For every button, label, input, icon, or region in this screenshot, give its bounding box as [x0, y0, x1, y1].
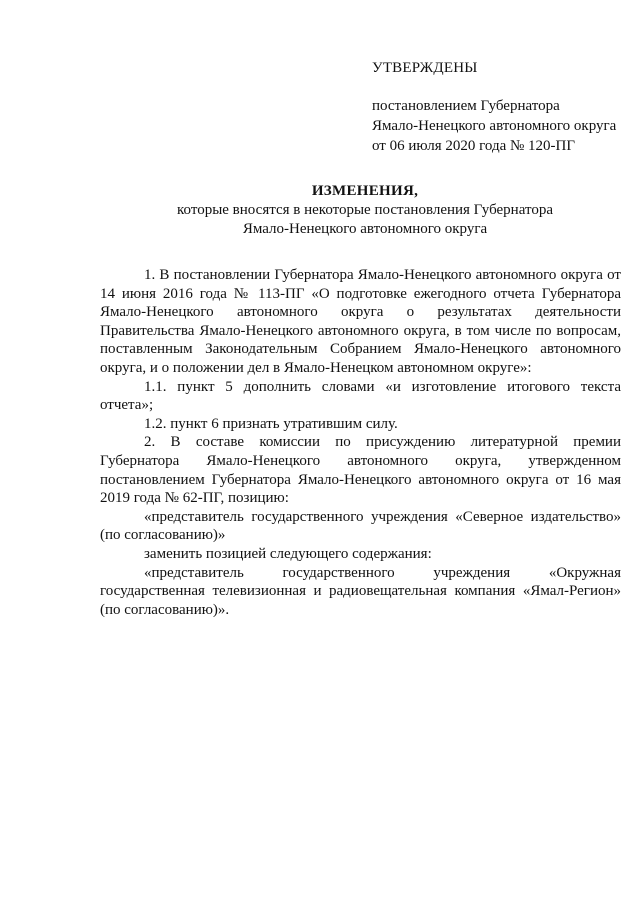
paragraph-1-1: 1.1. пункт 5 дополнить словами «и изготовление итогового текста отчета»;	[100, 378, 621, 414]
replace-instruction: заменить позицией следующего содержания:	[144, 545, 432, 562]
document-title-block	[100, 182, 630, 239]
document-title: ИЗМЕНЕНИЯ,	[311, 183, 419, 199]
document-subtitle-line-1: которые вносятся в некоторые постановления Губернатора	[177, 202, 553, 218]
paragraph-1-2: 1.2. пункт 6 признать утратившим силу.	[144, 415, 398, 432]
approval-line-3: от 06 июля 2020 года № 120-ПГ	[372, 138, 576, 154]
document-subtitle-line-2: Ямало-Ненецкого автономного округа	[242, 221, 488, 237]
approval-heading: УТВЕРЖДЕНЫ	[372, 60, 478, 76]
quoted-old-position: «представитель государственного учреждения «Северное издательство» (по согласованию)»	[100, 508, 621, 544]
paragraph-2: 2. В составе комиссии по присуждению литературной премии Губернатора Ямало-Ненецкого автономного округа, утвержденном постановлением Губернатора Ямало-Ненецкого автономного округа от 16 мая 2019 года № 62-ПГ, позицию:	[100, 434, 621, 507]
document-body	[100, 266, 621, 619]
approval-line-2: Ямало-Ненецкого автономного округа	[372, 118, 617, 134]
approval-line-1: постановлением Губернатора	[372, 98, 560, 114]
paragraph-1: 1. В постановлении Губернатора Ямало-Ненецкого автономного округа от 14 июня 2016 года № 113-ПГ «О подготовке ежегодного отчета Губернатора Ямало-Ненецкого автономного округа о результатах деятельности Правительства Ямало-Ненецкого автономного округа, в том числе по вопросам, поставленным Законодательным Собранием Ямало-Ненецкого автономного округа, и о положении дел в Ямало-Ненецком автономном округе»:	[100, 267, 621, 376]
quoted-new-position: «представитель государственного учреждения «Окружная государственная телевизионная и радиовещательная компания «Ямал-Регион» (по согласованию)».	[100, 564, 621, 618]
approval-block	[372, 58, 632, 156]
